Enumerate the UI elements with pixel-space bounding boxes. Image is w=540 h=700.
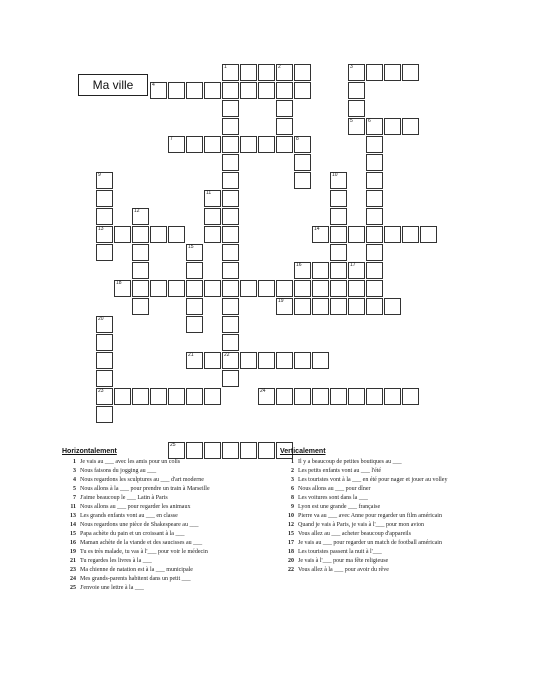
clue-text: Nous allons à la ___ pour prendre un train à Marseille xyxy=(80,486,210,492)
clue-text: Les petits enfants vont au ___ l'été xyxy=(298,468,382,474)
grid-cell[interactable] xyxy=(348,298,365,315)
grid-cell[interactable] xyxy=(258,352,275,369)
grid-cell[interactable] xyxy=(96,190,113,207)
grid-cell[interactable] xyxy=(312,262,329,279)
grid-cell[interactable] xyxy=(330,244,347,261)
across-clue xyxy=(62,503,287,512)
grid-cell[interactable] xyxy=(366,64,383,81)
grid-cell[interactable] xyxy=(366,118,383,135)
grid-cell[interactable] xyxy=(276,136,293,153)
grid-cell[interactable] xyxy=(330,262,347,279)
grid-cell[interactable] xyxy=(294,172,311,189)
grid-cell[interactable] xyxy=(312,298,329,315)
grid-cell[interactable] xyxy=(96,388,113,405)
clue-text: Quand je vais à Paris, je vais à l'___ pour mon avion xyxy=(298,522,425,528)
down-clue xyxy=(280,566,505,575)
grid-cell[interactable] xyxy=(240,82,257,99)
grid-cell[interactable] xyxy=(186,244,203,261)
grid-cell[interactable] xyxy=(348,100,365,117)
grid-cell[interactable] xyxy=(186,298,203,315)
grid-cell[interactable] xyxy=(222,280,239,297)
down-clue xyxy=(280,458,505,467)
cell-number: 3 xyxy=(350,64,353,70)
across-clue xyxy=(62,584,287,593)
grid-cell[interactable] xyxy=(186,262,203,279)
across-clues xyxy=(62,448,287,593)
across-clue xyxy=(62,530,287,539)
grid-cell[interactable] xyxy=(330,280,347,297)
worksheet-title: Ma ville xyxy=(78,74,148,96)
cell-number: 8 xyxy=(296,136,299,142)
grid-cell[interactable] xyxy=(366,136,383,153)
grid-cell[interactable] xyxy=(222,190,239,207)
across-clue xyxy=(62,521,287,530)
grid-cell[interactable] xyxy=(312,352,329,369)
grid-cell[interactable] xyxy=(132,208,149,225)
down-clue xyxy=(280,530,505,539)
down-clues xyxy=(280,448,505,575)
cell-number: 6 xyxy=(368,118,371,124)
down-clue xyxy=(280,548,505,557)
grid-cell[interactable] xyxy=(222,352,239,369)
grid-cell[interactable] xyxy=(348,82,365,99)
down-clue xyxy=(280,476,505,485)
clue-number: 15 xyxy=(70,531,76,537)
grid-cell[interactable] xyxy=(222,298,239,315)
grid-cell[interactable] xyxy=(114,226,131,243)
grid-cell[interactable] xyxy=(186,316,203,333)
clue-number: 3 xyxy=(291,477,294,483)
grid-cell[interactable] xyxy=(150,280,167,297)
grid-cell[interactable] xyxy=(312,280,329,297)
across-clue xyxy=(62,557,287,566)
clue-number: 24 xyxy=(70,576,76,582)
clue-text: Les touristes vont à la ___ en été pour nager et jouer au volley xyxy=(298,477,448,483)
grid-cell[interactable] xyxy=(330,190,347,207)
clue-number: 1 xyxy=(73,459,76,465)
clue-number: 9 xyxy=(291,504,294,510)
grid-cell[interactable] xyxy=(96,208,113,225)
clue-text: Les touristes passent la nuit à l'___ xyxy=(298,549,382,555)
grid-cell[interactable] xyxy=(384,388,401,405)
grid-cell[interactable] xyxy=(186,82,203,99)
grid-cell[interactable] xyxy=(240,136,257,153)
grid-cell[interactable] xyxy=(276,280,293,297)
grid-cell[interactable] xyxy=(222,64,239,81)
grid-cell[interactable] xyxy=(294,298,311,315)
grid-cell[interactable] xyxy=(222,172,239,189)
grid-cell[interactable] xyxy=(150,388,167,405)
grid-cell[interactable] xyxy=(132,388,149,405)
grid-cell[interactable] xyxy=(240,64,257,81)
grid-cell[interactable] xyxy=(276,298,293,315)
grid-cell[interactable] xyxy=(294,154,311,171)
grid-cell[interactable] xyxy=(366,190,383,207)
grid-cell[interactable] xyxy=(204,208,221,225)
grid-cell[interactable] xyxy=(366,388,383,405)
cell-number: 21 xyxy=(188,352,194,358)
clue-text: Je vais au ___ pour regarder un match de football américain xyxy=(298,540,442,546)
grid-cell[interactable] xyxy=(294,352,311,369)
clue-number: 1 xyxy=(291,459,294,465)
clue-number: 21 xyxy=(70,558,76,564)
grid-cell[interactable] xyxy=(402,64,419,81)
across-clue xyxy=(62,539,287,548)
grid-cell[interactable] xyxy=(132,226,149,243)
clue-text: Pierre va au ___ avec Anne pour regarder un film américain xyxy=(298,513,442,519)
grid-cell[interactable] xyxy=(402,388,419,405)
grid-cell[interactable] xyxy=(366,226,383,243)
grid-cell[interactable] xyxy=(348,388,365,405)
clue-text: J'envoie une lettre à la ___ xyxy=(80,585,144,591)
grid-cell[interactable] xyxy=(330,388,347,405)
grid-cell[interactable] xyxy=(168,388,185,405)
cell-number: 15 xyxy=(188,244,194,250)
grid-cell[interactable] xyxy=(276,64,293,81)
grid-cell[interactable] xyxy=(204,190,221,207)
grid-cell[interactable] xyxy=(222,226,239,243)
clue-text: Nous allons au ___ pour regarder les animaux xyxy=(80,504,191,510)
grid-cell[interactable] xyxy=(294,388,311,405)
grid-cell[interactable] xyxy=(168,136,185,153)
grid-cell[interactable] xyxy=(276,100,293,117)
grid-cell[interactable] xyxy=(348,226,365,243)
grid-cell[interactable] xyxy=(348,280,365,297)
down-clue xyxy=(280,503,505,512)
across-clue-list xyxy=(62,458,287,593)
grid-cell[interactable] xyxy=(366,298,383,315)
grid-cell[interactable] xyxy=(330,226,347,243)
clue-text: Je vais à l'___ pour ma fête religieuse xyxy=(298,558,389,564)
clue-number: 11 xyxy=(70,504,76,510)
grid-cell[interactable] xyxy=(294,64,311,81)
grid-cell[interactable] xyxy=(276,388,293,405)
grid-cell[interactable] xyxy=(96,334,113,351)
grid-cell[interactable] xyxy=(168,82,185,99)
cell-number: 9 xyxy=(98,172,101,178)
across-clue xyxy=(62,458,287,467)
clue-number: 23 xyxy=(70,567,76,573)
grid-cell[interactable] xyxy=(420,226,437,243)
grid-cell[interactable] xyxy=(384,298,401,315)
clue-number: 16 xyxy=(70,540,76,546)
grid-cell[interactable] xyxy=(294,280,311,297)
clue-number: 18 xyxy=(288,549,294,555)
clue-number: 4 xyxy=(73,477,76,483)
grid-cell[interactable] xyxy=(366,244,383,261)
grid-cell[interactable] xyxy=(258,280,275,297)
across-clue xyxy=(62,575,287,584)
grid-cell[interactable] xyxy=(204,226,221,243)
grid-cell[interactable] xyxy=(222,136,239,153)
grid-cell[interactable] xyxy=(276,352,293,369)
down-clue xyxy=(280,467,505,476)
grid-cell[interactable] xyxy=(186,352,203,369)
grid-cell[interactable] xyxy=(312,388,329,405)
cell-number: 19 xyxy=(278,298,284,304)
across-clue xyxy=(62,548,287,557)
clue-text: Je vais au ___ avec les amis pour un colis xyxy=(80,459,181,465)
clue-text: Mes grands-parents habitent dans un petit ___ xyxy=(80,576,191,582)
clue-number: 20 xyxy=(288,558,294,564)
grid-cell[interactable] xyxy=(366,262,383,279)
clue-text: Les voitures sont dans la ___ xyxy=(298,495,368,501)
grid-cell[interactable] xyxy=(114,280,131,297)
grid-cell[interactable] xyxy=(204,82,221,99)
cell-number: 14 xyxy=(314,226,320,232)
grid-cell[interactable] xyxy=(222,82,239,99)
clue-text: Lyon est une grande ___ française xyxy=(298,504,381,510)
grid-cell[interactable] xyxy=(132,280,149,297)
down-clue xyxy=(280,512,505,521)
grid-cell[interactable] xyxy=(366,280,383,297)
clue-text: Nous faisons du jogging au ___ xyxy=(80,468,157,474)
grid-cell[interactable] xyxy=(132,298,149,315)
cell-number: 17 xyxy=(350,262,356,268)
grid-cell[interactable] xyxy=(258,136,275,153)
clue-text: Vous allez au ___ acheter beaucoup d'appareils xyxy=(298,531,411,537)
grid-cell[interactable] xyxy=(222,316,239,333)
grid-cell[interactable] xyxy=(312,226,329,243)
clue-text: Maman achète de la viande et des saucisses au ___ xyxy=(80,540,203,546)
grid-cell[interactable] xyxy=(222,334,239,351)
clue-number: 13 xyxy=(70,513,76,519)
grid-cell[interactable] xyxy=(186,136,203,153)
cell-number: 23 xyxy=(98,388,104,394)
down-clue-list xyxy=(280,458,505,575)
clue-text: Nous regardons une pièce de Shakespeare au ___ xyxy=(80,522,199,528)
grid-cell[interactable] xyxy=(96,172,113,189)
grid-cell[interactable] xyxy=(204,388,221,405)
clue-text: Ma chienne de natation est à la ___ municipale xyxy=(80,567,193,573)
grid-cell[interactable] xyxy=(186,388,203,405)
grid-cell[interactable] xyxy=(222,100,239,117)
cell-number: 22 xyxy=(224,352,230,358)
clue-number: 3 xyxy=(73,468,76,474)
grid-cell[interactable] xyxy=(402,226,419,243)
grid-cell[interactable] xyxy=(348,262,365,279)
across-clue xyxy=(62,566,287,575)
clue-text: Les grands enfants vont au ___ en classe xyxy=(80,513,178,519)
clue-number: 5 xyxy=(73,486,76,492)
grid-cell[interactable] xyxy=(366,208,383,225)
clue-number: 8 xyxy=(291,495,294,501)
grid-cell[interactable] xyxy=(132,244,149,261)
grid-cell[interactable] xyxy=(366,172,383,189)
grid-cell[interactable] xyxy=(258,82,275,99)
grid-cell[interactable] xyxy=(240,280,257,297)
grid-cell[interactable] xyxy=(222,370,239,387)
down-clue xyxy=(280,485,505,494)
clue-number: 25 xyxy=(70,585,76,591)
grid-cell[interactable] xyxy=(96,352,113,369)
grid-cell[interactable] xyxy=(366,154,383,171)
down-clue xyxy=(280,494,505,503)
grid-cell[interactable] xyxy=(348,64,365,81)
cell-number: 11 xyxy=(206,190,212,196)
cell-number: 16 xyxy=(296,262,302,268)
clue-number: 6 xyxy=(291,486,294,492)
across-clue xyxy=(62,512,287,521)
grid-cell[interactable] xyxy=(384,226,401,243)
grid-cell[interactable] xyxy=(168,226,185,243)
grid-cell[interactable] xyxy=(294,82,311,99)
down-clue xyxy=(280,521,505,530)
cell-number: 4 xyxy=(152,82,155,88)
grid-cell[interactable] xyxy=(96,370,113,387)
cell-number: 18 xyxy=(116,280,122,286)
cell-number: 13 xyxy=(98,226,104,232)
grid-cell[interactable] xyxy=(222,118,239,135)
cell-number: 12 xyxy=(134,208,140,214)
clue-text: Vous allez à la ___ pour avoir du rêve xyxy=(298,567,389,573)
across-clue xyxy=(62,494,287,503)
grid-cell[interactable] xyxy=(384,64,401,81)
clue-number: 10 xyxy=(288,513,294,519)
across-clue xyxy=(62,467,287,476)
clue-text: Tu regardes les livres à la ___ xyxy=(80,558,152,564)
grid-cell[interactable] xyxy=(240,352,257,369)
grid-cell[interactable] xyxy=(96,226,113,243)
grid-cell[interactable] xyxy=(204,136,221,153)
grid-cell[interactable] xyxy=(186,280,203,297)
grid-cell[interactable] xyxy=(276,82,293,99)
clue-number: 17 xyxy=(288,540,294,546)
grid-cell[interactable] xyxy=(96,244,113,261)
clue-text: Il y a beaucoup de petites boutiques au ___ xyxy=(298,459,402,465)
down-clue xyxy=(280,539,505,548)
clue-text: Tu es très malade, tu vas à l'___ pour voir le médecin xyxy=(80,549,208,555)
grid-cell[interactable] xyxy=(276,118,293,135)
across-clue xyxy=(62,476,287,485)
clue-number: 22 xyxy=(288,567,294,573)
grid-cell[interactable] xyxy=(150,226,167,243)
clue-text: J'aime beaucoup le ___ Latin à Paris xyxy=(80,495,168,501)
across-clue xyxy=(62,485,287,494)
grid-cell[interactable] xyxy=(150,82,167,99)
clue-text: Papa achète du pain et un croissant à la ___ xyxy=(80,531,185,537)
grid-cell[interactable] xyxy=(96,316,113,333)
cell-number: 1 xyxy=(224,64,227,70)
cell-number: 25 xyxy=(170,442,176,448)
cell-number: 5 xyxy=(350,118,353,124)
grid-cell[interactable] xyxy=(258,64,275,81)
cell-number: 7 xyxy=(170,136,173,142)
grid-cell[interactable] xyxy=(96,406,113,423)
grid-cell[interactable] xyxy=(168,280,185,297)
grid-cell[interactable] xyxy=(222,154,239,171)
grid-cell[interactable] xyxy=(294,262,311,279)
grid-cell[interactable] xyxy=(330,172,347,189)
grid-cell[interactable] xyxy=(222,208,239,225)
cell-number: 2 xyxy=(278,64,281,70)
grid-cell[interactable] xyxy=(330,298,347,315)
clue-number: 15 xyxy=(288,531,294,537)
cell-number: 24 xyxy=(260,388,266,394)
grid-cell[interactable] xyxy=(258,388,275,405)
grid-cell[interactable] xyxy=(330,208,347,225)
grid-cell[interactable] xyxy=(402,118,419,135)
clue-number: 14 xyxy=(70,522,76,528)
grid-cell[interactable] xyxy=(348,118,365,135)
across-heading: Horizontalement xyxy=(62,448,117,455)
clue-text: Nous regardons les sculptures au ___ d'art moderne xyxy=(80,477,204,483)
down-heading: Verticalement xyxy=(280,448,326,455)
grid-cell[interactable] xyxy=(222,244,239,261)
clue-number: 12 xyxy=(288,522,294,528)
grid-cell[interactable] xyxy=(114,388,131,405)
clue-text: Nous allons au ___ pour dîner xyxy=(298,486,371,492)
down-clue xyxy=(280,557,505,566)
grid-cell[interactable] xyxy=(204,280,221,297)
clue-number: 19 xyxy=(70,549,76,555)
grid-cell[interactable] xyxy=(204,352,221,369)
grid-cell[interactable] xyxy=(294,136,311,153)
grid-cell[interactable] xyxy=(222,262,239,279)
clue-number: 2 xyxy=(291,468,294,474)
grid-cell[interactable] xyxy=(384,118,401,135)
cell-number: 10 xyxy=(332,172,338,178)
clue-number: 7 xyxy=(73,495,76,501)
grid-cell[interactable] xyxy=(132,262,149,279)
cell-number: 20 xyxy=(98,316,104,322)
